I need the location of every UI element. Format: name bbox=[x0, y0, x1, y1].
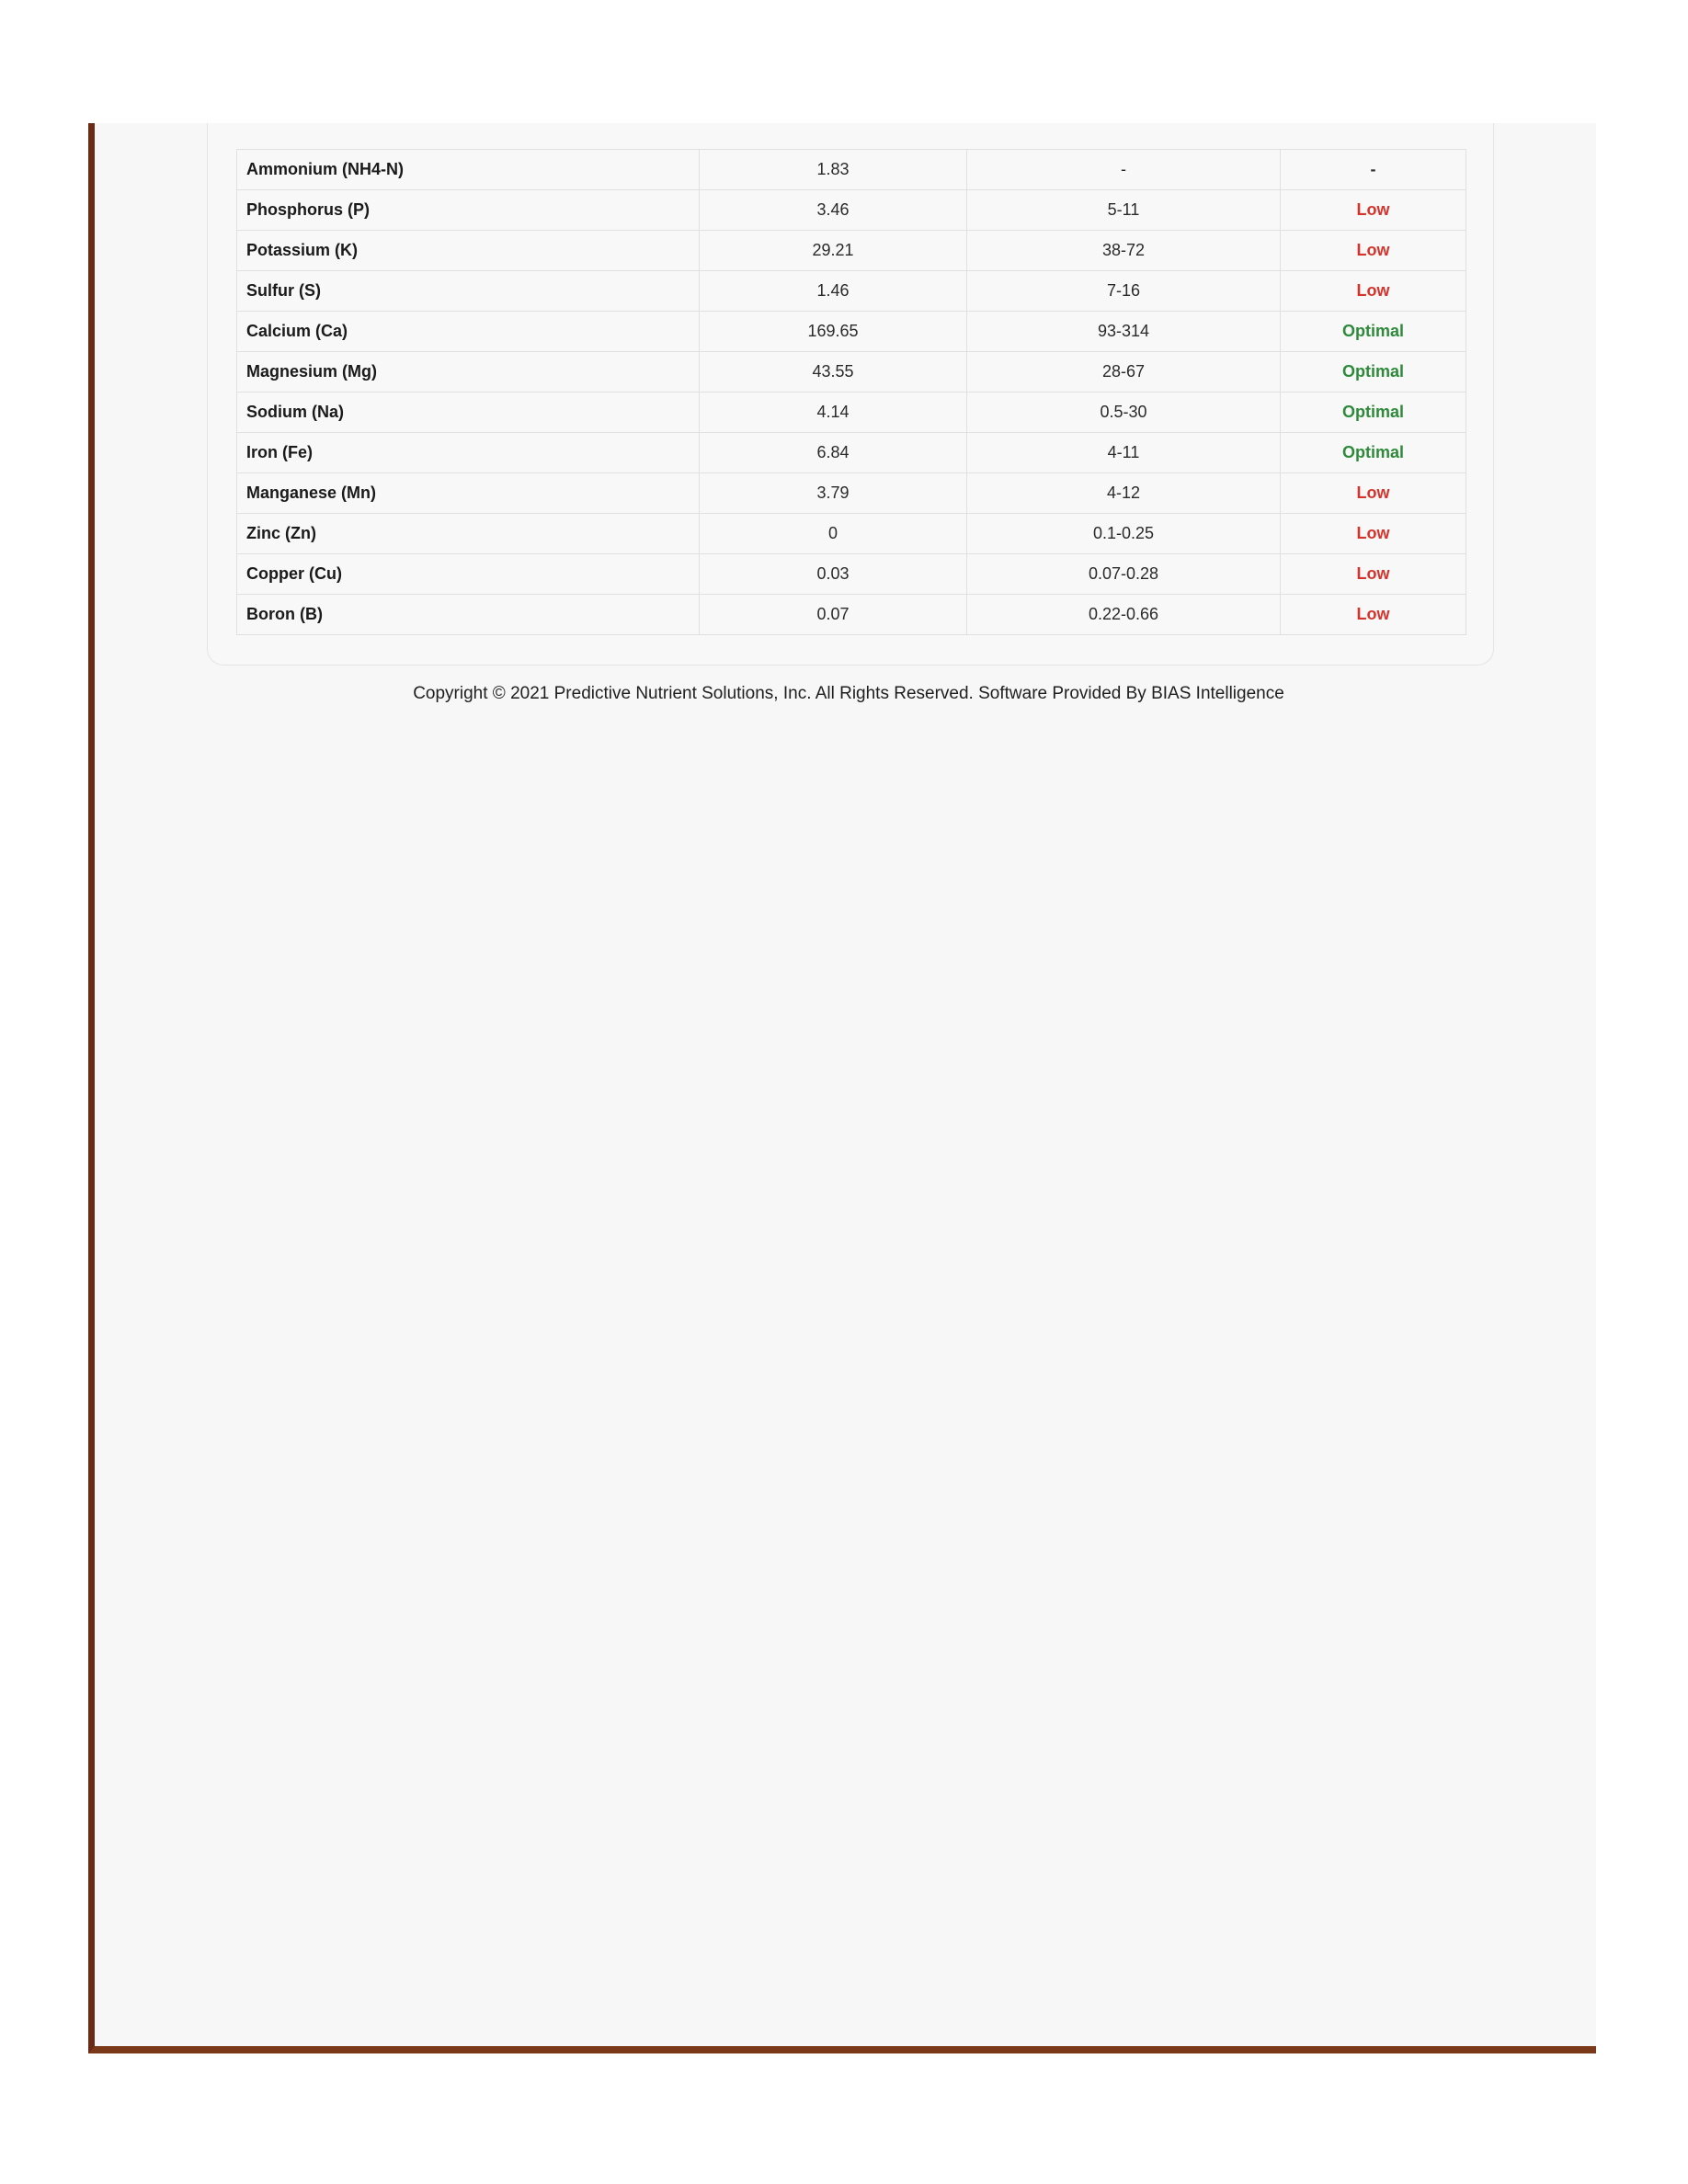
table-row bbox=[237, 392, 1466, 433]
table-row bbox=[237, 352, 1466, 392]
nutrient-status: Low bbox=[1281, 473, 1466, 514]
nutrient-status: Low bbox=[1281, 271, 1466, 312]
nutrient-name: Magnesium (Mg) bbox=[237, 352, 700, 392]
nutrient-range: 4-11 bbox=[967, 433, 1281, 473]
nutrient-range: 7-16 bbox=[967, 271, 1281, 312]
nutrient-status: Low bbox=[1281, 514, 1466, 554]
nutrient-range: 0.07-0.28 bbox=[967, 554, 1281, 595]
nutrient-value: 29.21 bbox=[700, 231, 967, 271]
nutrient-name: Sulfur (S) bbox=[237, 271, 700, 312]
table-row bbox=[237, 433, 1466, 473]
nutrient-range: - bbox=[967, 150, 1281, 190]
table-row bbox=[237, 473, 1466, 514]
nutrient-range: 0.1-0.25 bbox=[967, 514, 1281, 554]
document-page bbox=[88, 123, 1596, 2053]
nutrient-value: 1.46 bbox=[700, 271, 967, 312]
table-row bbox=[237, 312, 1466, 352]
nutrient-name: Calcium (Ca) bbox=[237, 312, 700, 352]
nutrient-status: Optimal bbox=[1281, 312, 1466, 352]
nutrient-range: 0.5-30 bbox=[967, 392, 1281, 433]
nutrient-range: 93-314 bbox=[967, 312, 1281, 352]
nutrient-status: Low bbox=[1281, 595, 1466, 635]
nutrient-value: 0.07 bbox=[700, 595, 967, 635]
nutrient-range: 28-67 bbox=[967, 352, 1281, 392]
nutrient-value: 0.03 bbox=[700, 554, 967, 595]
nutrient-value: 3.79 bbox=[700, 473, 967, 514]
nutrient-range: 4-12 bbox=[967, 473, 1281, 514]
nutrient-name: Potassium (K) bbox=[237, 231, 700, 271]
nutrient-name: Boron (B) bbox=[237, 595, 700, 635]
nutrient-status: Low bbox=[1281, 554, 1466, 595]
table-row bbox=[237, 190, 1466, 231]
table-row bbox=[237, 595, 1466, 635]
nutrient-value: 43.55 bbox=[700, 352, 967, 392]
table-row bbox=[237, 514, 1466, 554]
nutrient-name: Ammonium (NH4-N) bbox=[237, 150, 700, 190]
nutrient-name: Manganese (Mn) bbox=[237, 473, 700, 514]
nutrient-status: Optimal bbox=[1281, 433, 1466, 473]
nutrient-name: Sodium (Na) bbox=[237, 392, 700, 433]
nutrient-status: Optimal bbox=[1281, 392, 1466, 433]
nutrient-value: 4.14 bbox=[700, 392, 967, 433]
nutrient-value: 6.84 bbox=[700, 433, 967, 473]
nutrient-status: - bbox=[1281, 150, 1466, 190]
nutrient-range: 5-11 bbox=[967, 190, 1281, 231]
nutrient-value: 1.83 bbox=[700, 150, 967, 190]
table-row bbox=[237, 271, 1466, 312]
table-row bbox=[237, 231, 1466, 271]
nutrient-name: Zinc (Zn) bbox=[237, 514, 700, 554]
copyright-footer: Copyright © 2021 Predictive Nutrient Solutions, Inc. All Rights Reserved. Software Provided By BIAS Intelligence bbox=[413, 684, 1284, 703]
nutrient-name: Copper (Cu) bbox=[237, 554, 700, 595]
nutrient-name: Phosphorus (P) bbox=[237, 190, 700, 231]
nutrient-status: Optimal bbox=[1281, 352, 1466, 392]
nutrient-status: Low bbox=[1281, 190, 1466, 231]
nutrient-range: 38-72 bbox=[967, 231, 1281, 271]
nutrient-results-table bbox=[236, 149, 1466, 635]
nutrient-value: 3.46 bbox=[700, 190, 967, 231]
table-row bbox=[237, 554, 1466, 595]
nutrient-status: Low bbox=[1281, 231, 1466, 271]
nutrient-value: 0 bbox=[700, 514, 967, 554]
nutrient-name: Iron (Fe) bbox=[237, 433, 700, 473]
nutrient-value: 169.65 bbox=[700, 312, 967, 352]
nutrient-range: 0.22-0.66 bbox=[967, 595, 1281, 635]
table-row bbox=[237, 150, 1466, 190]
